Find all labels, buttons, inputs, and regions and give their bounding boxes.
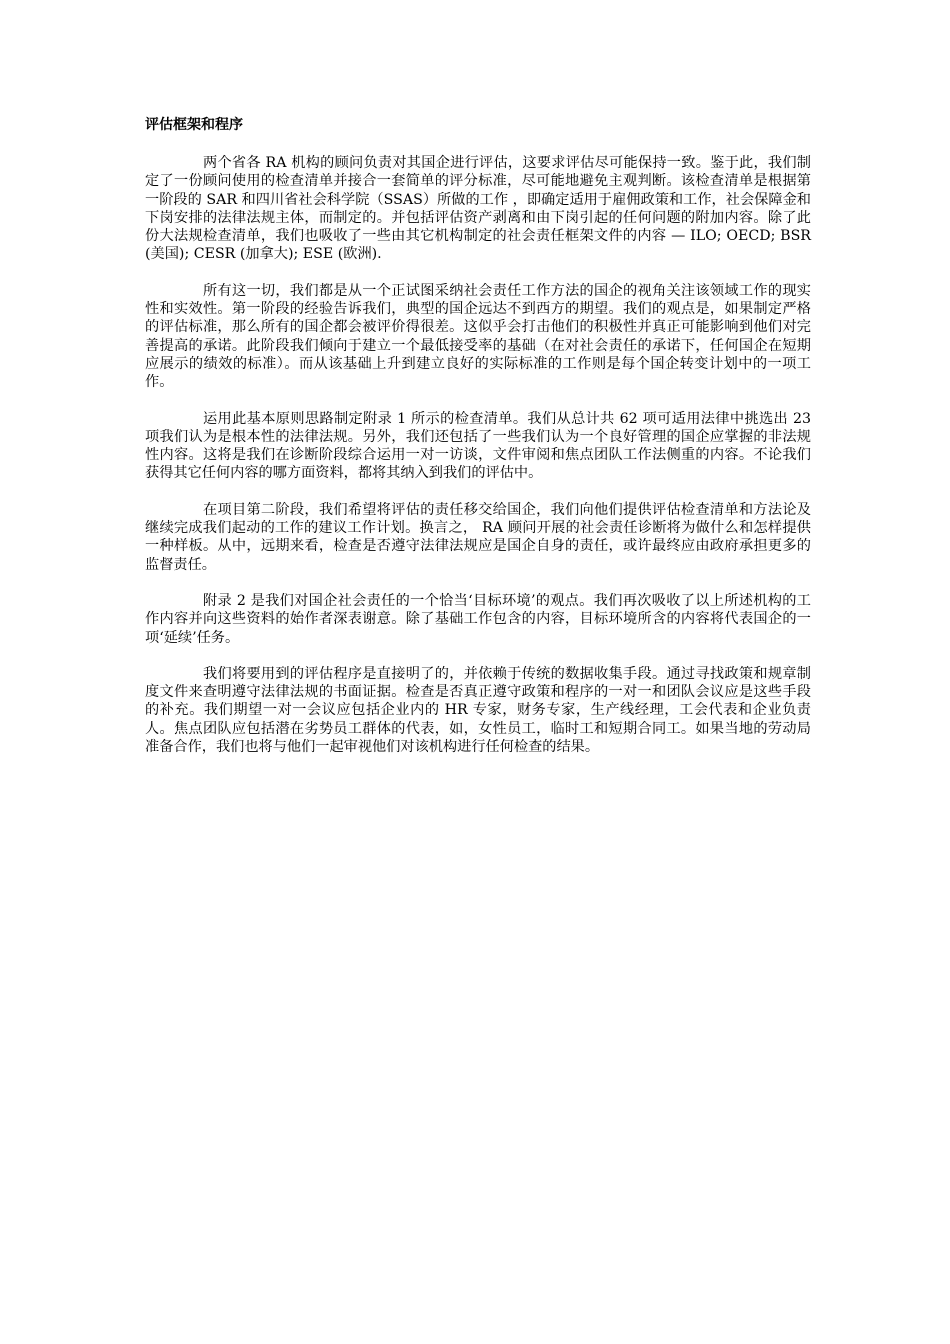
paragraph-5: 附录 2 是我们对国企社会责任的一个恰当‘目标环境’的观点。我们再次吸收了以上所述机构的工作内容并向这些资料的始作者深表谢意。除了基础工作包含的内容，目标环境所含的内容将代表国企的一项‘延续’任务。 <box>145 592 811 646</box>
section-title: 评估框架和程序 <box>145 117 243 133</box>
paragraph-1: 两个省各 RA 机构的顾问负责对其国企进行评估，这要求评估尽可能保持一致。鉴于此，我们制定了一份顾问使用的检查清单并接合一套简单的评分标准，尽可能地避免主观判断。该检查清单是根据第一阶段的 SAR 和四川省社会科学院（SSAS）所做的工作 ，即确定适用于雇佣政策和工作，社会保障金和下岗安排的法律法规主体，而制定的。并包括评估资产剥离和由下岗引起的任何问题的附加内容。除了此份大法规检查清单，我们也吸收了一些由其它机构制定的社会责任框架文件的内容 — ILO; OECD; BSR (美国); CESR (加拿大); ESE (欧洲). <box>145 155 811 263</box>
paragraph-3: 运用此基本原则思路制定附录 1 所示的检查清单。我们从总计共 62 项可适用法律中挑选出 23 项我们认为是根本性的法律法规。另外，我们还包括了一些我们认为一个良好管理的国企应掌握的非法规性内容。这将是我们在诊断阶段综合运用一对一访谈，文件审阅和焦点团队工作法侧重的内容。不论我们获得其它任何内容的哪方面资料，都将其纳入到我们的评估中。 <box>145 410 811 482</box>
document-page <box>145 116 811 774</box>
paragraph-4: 在项目第二阶段，我们希望将评估的责任移交给国企，我们向他们提供评估检查清单和方法论及继续完成我们起动的工作的建议工作计划。换言之， RA 顾问开展的社会责任诊断将为做什么和怎样提供一种样板。从中，远期来看，检查是否遵守法律法规应是国企自身的责任，或许最终应由政府承担更多的监督责任。 <box>145 501 811 573</box>
paragraph-2: 所有这一切，我们都是从一个正试图采纳社会责任工作方法的国企的视角关注该领域工作的现实性和实效性。第一阶段的经验告诉我们，典型的国企远达不到西方的期望。我们的观点是，如果制定严格的评估标准，那么所有的国企都会被评价得很差。这似乎会打击他们的积极性并真正可能影响到他们对完善提高的承诺。此阶段我们倾向于建立一个最低接受率的基础（在对社会责任的承诺下，任何国企在短期应展示的绩效的标准）。而从该基础上升到建立良好的实际标准的工作则是每个国企转变计划中的一项工作。 <box>145 282 811 391</box>
paragraph-6: 我们将要用到的评估程序是直接明了的，并依赖于传统的数据收集手段。通过寻找政策和规章制度文件来查明遵守法律法规的书面证据。检查是否真正遵守政策和程序的一对一和团队会议应是这些手段的补充。我们期望一对一会议应包括企业内的 HR 专家，财务专家，生产线经理，工会代表和企业负责人。焦点团队应包括潜在劣势员工群体的代表，如，女性员工，临时工和短期合同工。如果当地的劳动局准备合作，我们也将与他们一起审视他们对该机构进行任何检查的结果。 <box>145 665 811 756</box>
